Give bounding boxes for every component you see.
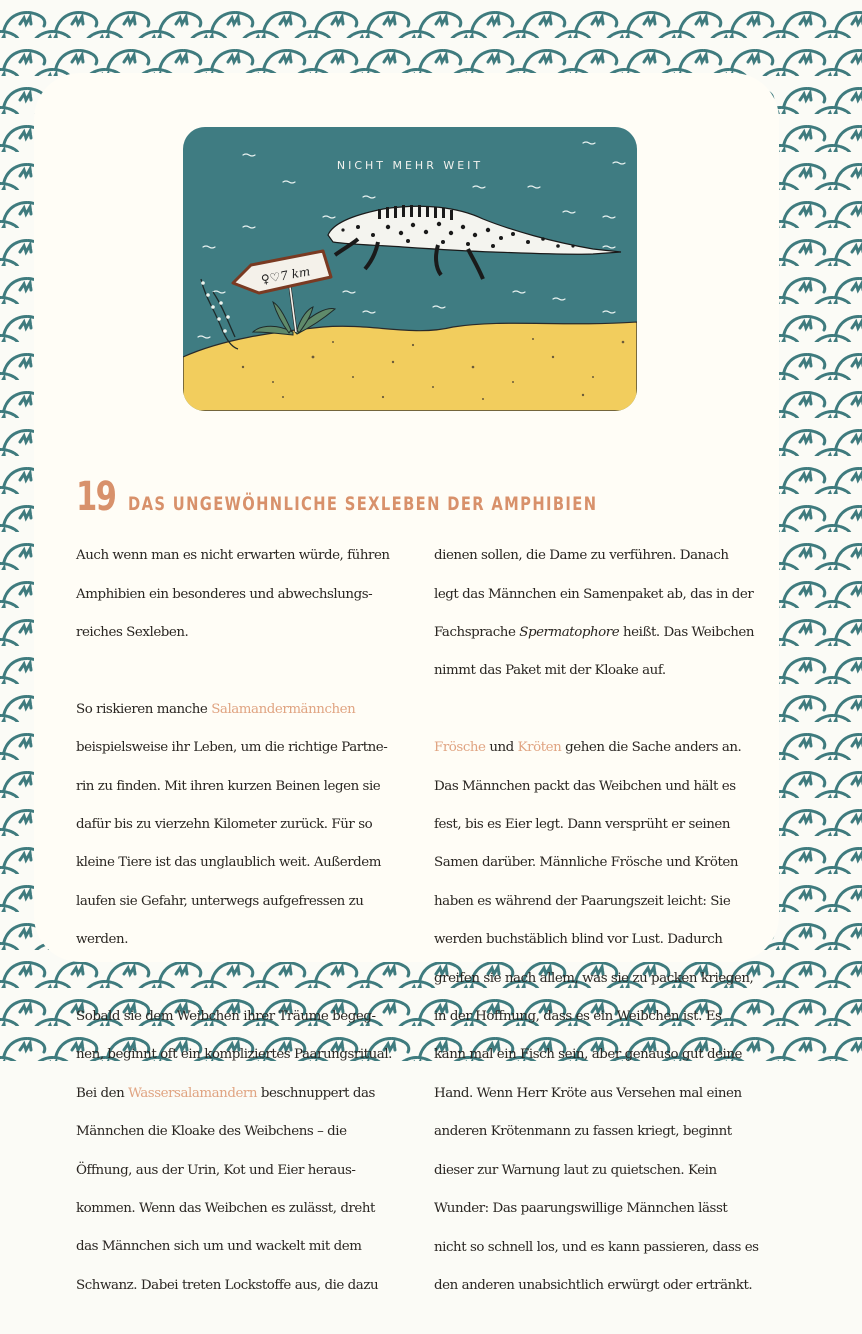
illustration-caption: NICHT MEHR WEIT [336, 159, 484, 172]
chapter-number: 19 [76, 474, 116, 520]
highlight-term: Kröten [517, 740, 562, 756]
chapter-heading [76, 474, 674, 520]
highlight-term: Wassersalamandern [128, 1085, 258, 1101]
paragraph-3: Sobald sie dem Weibchen ihrer Träume begeg- nen, beginnt oft ein kompliziertes Paarungsritual. Bei den Wassersalamandern beschnuppert das Männchen die Kloake des Weibchens – die Öffnung, aus der Urin, Kot und Eier heraus- kommen. Wenn das Weibchen es zulässt, dreht das Männchen sich um und wackelt mit dem Schwanz. Dabei treten Lockstoffe aus, die dazu [76, 1009, 392, 1293]
sign-text: ♀♡7 km [259, 264, 312, 287]
paragraph-2: So riskieren manche Salamandermännchen beispielsweise ihr Leben, um die richtige Partne- rin zu finden. Mit ihren kurzen Beinen legen sie dafür bis zu vierzehn Kilometer zurück. Für so kleine Tiere ist das unglaublich weit. Außerdem laufen sie Gefahr, unterwegs aufgefressen zu werden. [76, 701, 388, 948]
paragraph-4: dienen sollen, die Dame zu verführen. Danach legt das Männchen ein Samenpaket ab, das in der Fachsprache Spermatophore heißt. Das Weibchen nimmt das Paket mit der Kloake auf. [434, 548, 755, 679]
text-column-left [76, 527, 416, 1333]
text-column-right [434, 527, 779, 1334]
highlight-term: Frösche [434, 740, 486, 756]
paragraph-5: Frösche und Kröten gehen die Sache anders an. Das Männchen packt das Weibchen und hält es fest, bis es Eier legt. Dann versprüht er seinen Samen darüber. Männliche Frösche und Kröten haben es während der Paarungszeit leicht: Sie werden buchstäblich blind vor Lust. Dadurch greifen sie nach allem, was sie zu packen kriegen, in der Hoffnung, dass es ein Weibchen ist. Es kann mal ein Fisch sein, aber genauso gut deine Hand. Wenn Herr Kröte aus Versehen mal einen anderen Krötenmann zu fassen kriegt, beginnt dieser zur Warnung laut zu quietschen. Kein Wunder: Das paarungswillige Männchen lässt nicht so schnell los, und es kann passieren, dass es den anderen unabsichtlich erwürgt oder ertränkt. [434, 740, 759, 1293]
chapter-title: DAS UNGEWÖHNLICHE SEXLEBEN DER AMPHIBIEN [128, 493, 598, 515]
paragraph-1: Auch wenn man es nicht erwarten würde, führen Amphibien ein besonderes und abwechslungs- reiches Sexleben. [76, 548, 390, 641]
highlight-term: Salamandermännchen [211, 701, 356, 717]
italic-term: Spermatophore [519, 625, 620, 641]
salamander-illustration [183, 127, 637, 411]
